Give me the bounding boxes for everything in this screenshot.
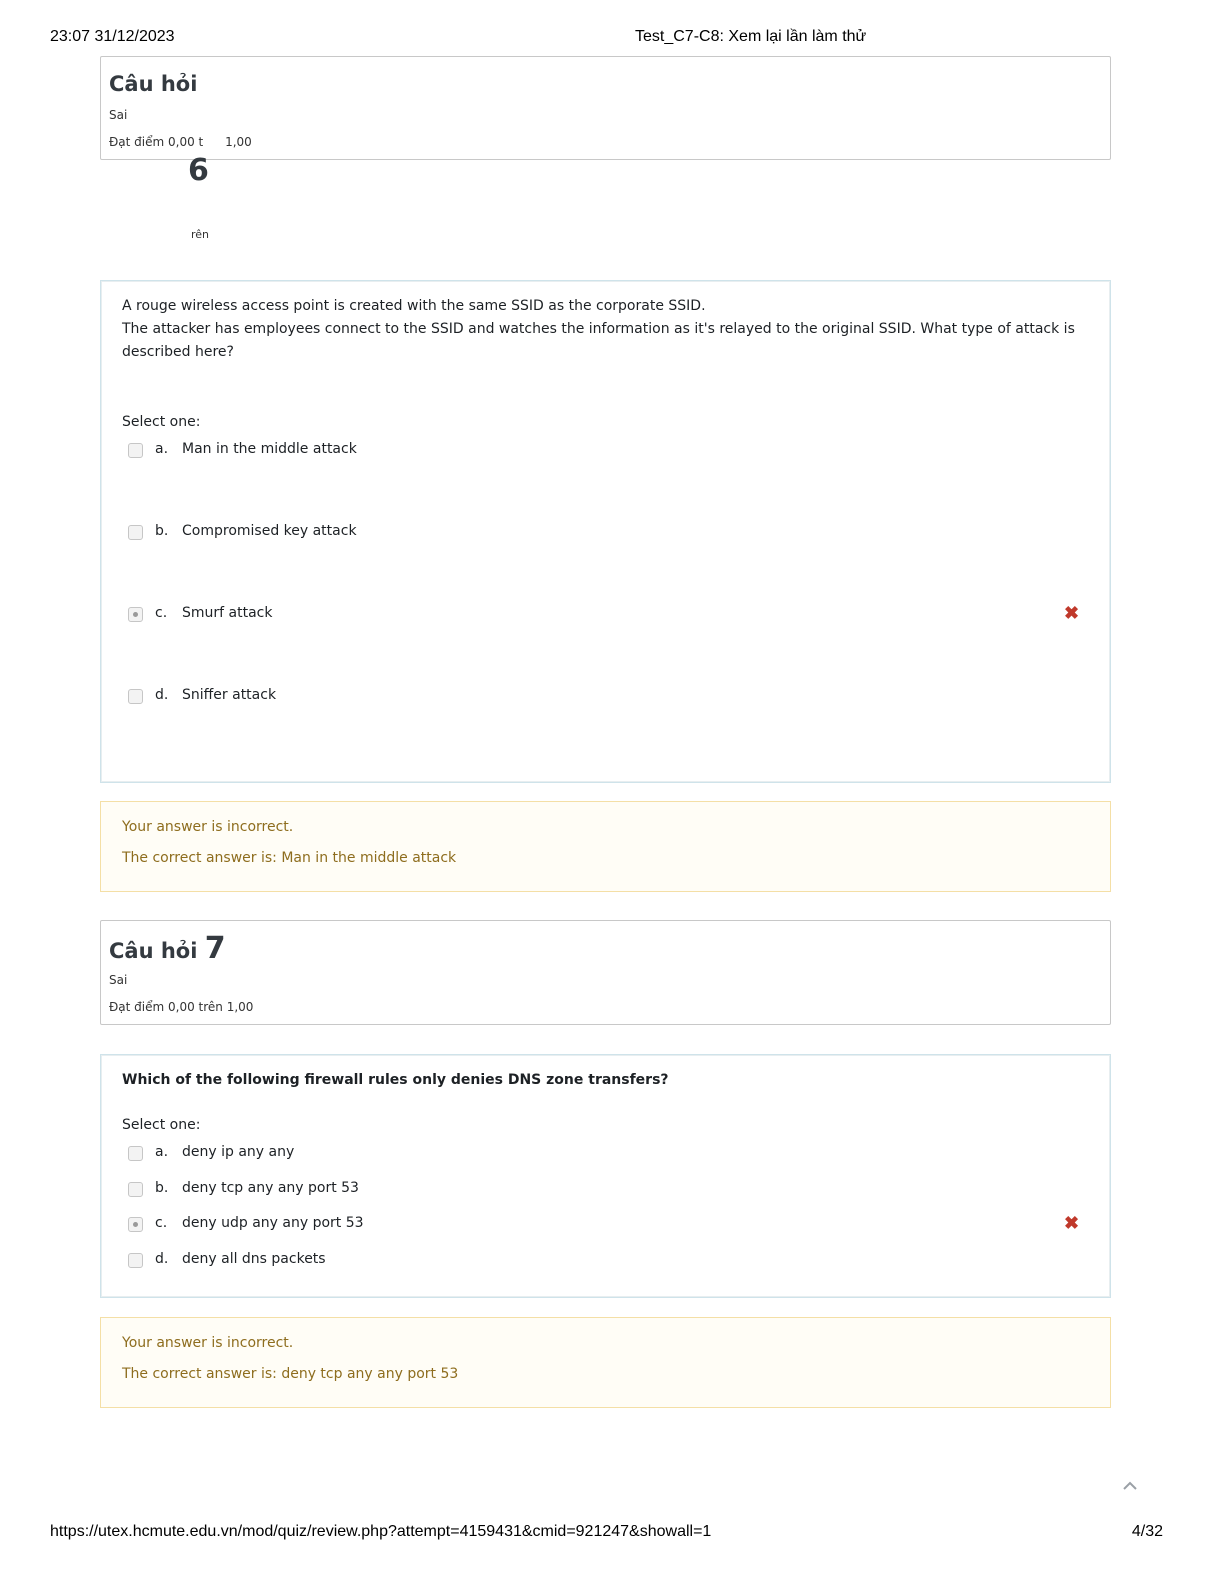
- select-one-label: Select one:: [122, 414, 201, 430]
- question-heading: Câu hỏi: [109, 72, 198, 96]
- radio-button[interactable]: [128, 1182, 143, 1197]
- radio-button[interactable]: [128, 689, 143, 704]
- question-6-feedback: [100, 801, 1111, 892]
- feedback-incorrect: Your answer is incorrect.: [122, 819, 294, 835]
- option-text: Compromised key attack: [182, 523, 357, 539]
- print-title: Test_C7-C8: Xem lại lần làm thử: [635, 28, 867, 45]
- question-6-grade-fragment: rên: [191, 228, 210, 241]
- question-heading-text: Câu hỏi: [109, 939, 198, 963]
- question-text-line: A rouge wireless access point is created with the same SSID as the corporate SSID.: [122, 298, 706, 314]
- question-grade-max: 1,00: [225, 135, 252, 149]
- question-7-feedback: [100, 1317, 1111, 1408]
- question-6-number: 6: [188, 153, 209, 188]
- option-letter: d.: [155, 687, 169, 703]
- radio-button-selected[interactable]: [128, 1217, 143, 1232]
- select-one-label: Select one:: [122, 1117, 201, 1133]
- option-text: deny tcp any any port 53: [182, 1180, 359, 1196]
- question-number: 7: [204, 931, 226, 966]
- option-letter: a.: [155, 441, 169, 457]
- print-footer: [50, 1523, 1163, 1543]
- option-letter: a.: [155, 1144, 169, 1160]
- question-7-info: [100, 920, 1111, 1025]
- radio-button[interactable]: [128, 1253, 143, 1268]
- feedback-correct-answer: The correct answer is: Man in the middle attack: [122, 850, 457, 866]
- question-heading: [109, 931, 226, 966]
- radio-button[interactable]: [128, 443, 143, 458]
- radio-button-selected[interactable]: [128, 607, 143, 622]
- question-status: Sai: [109, 973, 128, 987]
- print-datetime: 23:07 31/12/2023: [50, 28, 175, 45]
- feedback-correct-answer: The correct answer is: deny tcp any any port 53: [122, 1366, 459, 1382]
- scroll-top-icon[interactable]: [1122, 1478, 1138, 1494]
- question-6-info: [100, 56, 1111, 160]
- option-letter: c.: [155, 1215, 168, 1231]
- question-status: Sai: [109, 108, 128, 122]
- print-page-number: 4/32: [1131, 1523, 1163, 1540]
- question-grade: [109, 135, 252, 149]
- option-letter: b.: [155, 523, 169, 539]
- print-url: https://utex.hcmute.edu.vn/mod/quiz/review.php?attempt=4159431&cmid=921247&showall=1: [50, 1523, 712, 1540]
- option-text: deny udp any any port 53: [182, 1215, 364, 1231]
- question-grade-prefix: Đạt điểm 0,00 t: [109, 135, 204, 149]
- question-text-line: described here?: [122, 344, 234, 360]
- question-grade: Đạt điểm 0,00 trên 1,00: [109, 1000, 254, 1014]
- question-text-line: The attacker has employees connect to the SSID and watches the information as it's relayed to the original SSID. What type of attack is: [122, 321, 1075, 337]
- option-text: deny all dns packets: [182, 1251, 326, 1267]
- option-text: Sniffer attack: [182, 687, 277, 703]
- option-letter: d.: [155, 1251, 169, 1267]
- feedback-incorrect: Your answer is incorrect.: [122, 1335, 294, 1351]
- radio-button[interactable]: [128, 1146, 143, 1161]
- radio-button[interactable]: [128, 525, 143, 540]
- option-text: Man in the middle attack: [182, 441, 357, 457]
- option-text: deny ip any any: [182, 1144, 295, 1160]
- option-letter: c.: [155, 605, 168, 621]
- question-text: Which of the following firewall rules only denies DNS zone transfers?: [122, 1072, 669, 1088]
- incorrect-icon: ✖: [1064, 1213, 1080, 1233]
- print-header: [50, 28, 1175, 48]
- question-text: [122, 295, 1082, 364]
- incorrect-icon: ✖: [1064, 603, 1080, 623]
- option-letter: b.: [155, 1180, 169, 1196]
- option-text: Smurf attack: [182, 605, 273, 621]
